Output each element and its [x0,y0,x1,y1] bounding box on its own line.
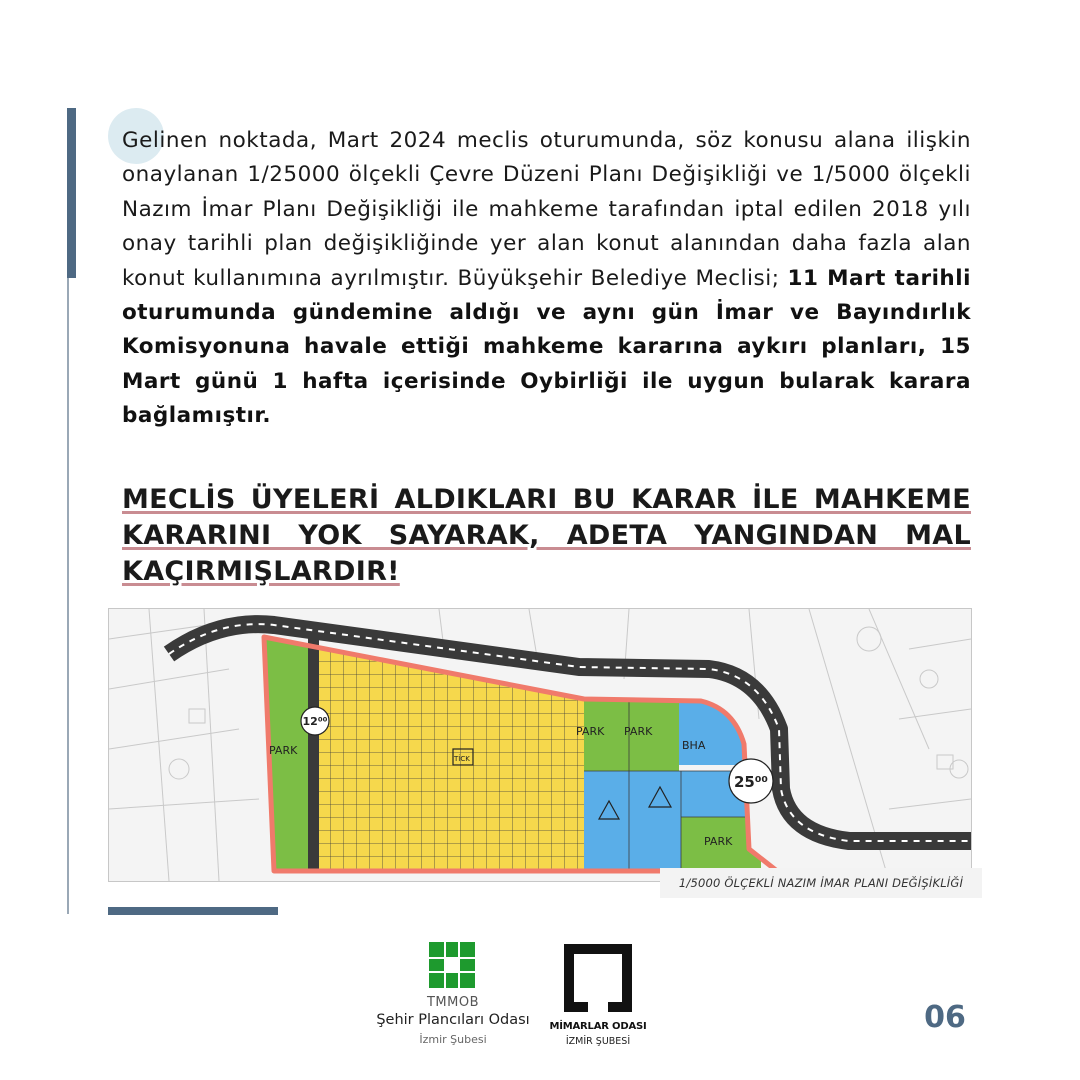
map-caption: 1/5000 ÖLÇEKLİ NAZIM İMAR PLANI DEĞİŞİKLİĞİ [660,868,982,898]
plan-map [108,608,972,882]
mo-logo-mark [560,940,636,1016]
plan-map-drawing [109,609,971,881]
ticaret-label: TİCK [454,755,470,763]
spo-logo [368,942,538,1057]
body-paragraph-intro: Gelinen noktada, Mart 2024 meclis oturumunda, söz konusu alana ilişkin onaylanan 1/25000 ölçekli Çevre Düzeni Planı Değişikliği ve 1/5000 ölçekli Nazım İmar Planı Değişikliği ile mahkeme tarafından iptal edilen 2018 yılı onay tarihli plan değişikliğinde yer alan konut alanından daha fazla alan konut kullanımına ayrılmıştır. Büyükşehir Belediye Meclisi; [122,128,971,291]
road-width-25-label: 25⁰⁰ [733,773,769,791]
spo-logo-mark [429,942,475,988]
spo-line1: TMMOB [426,995,480,1010]
accent-bar-top [67,108,76,278]
mo-line1: MİMARLAR ODASI [549,1021,647,1032]
spo-line2: Şehir Plancıları Odası [376,1012,530,1028]
page-number: 06 [924,1000,966,1035]
park-label-north-2: PARK [624,725,653,738]
bha-label: BHA [682,739,706,752]
body-paragraph [122,124,971,434]
spo-line3: İzmir Şubesi [419,1033,487,1046]
headline: MECLİS ÜYELERİ ALDIKLARI BU KARAR İLE MAHKEME KARARINI YOK SAYARAK, ADETA YANGINDAN MAL KAÇIRMIŞLARDIR! [122,484,971,587]
park-label-west: PARK [269,744,298,757]
mo-logo [548,940,648,1055]
accent-bar-bottom [108,907,278,915]
internal-road [308,637,319,871]
mo-line2: İZMİR ŞUBESİ [565,1036,631,1047]
park-label-south: PARK [704,835,733,848]
road-width-12-label: 12⁰⁰ [302,715,328,728]
park-label-north-1: PARK [576,725,605,738]
accent-line-side [67,278,69,914]
body-paragraph-bold: 11 Mart tarihli oturumunda gündemine aldığı ve aynı gün İmar ve Bayındırlık Komisyonuna havale ettiği mahkeme kararına aykırı planları, 15 Mart günü 1 hafta içerisinde Oybirliği ile uygun bularak karara bağlamıştır. [122,265,971,429]
